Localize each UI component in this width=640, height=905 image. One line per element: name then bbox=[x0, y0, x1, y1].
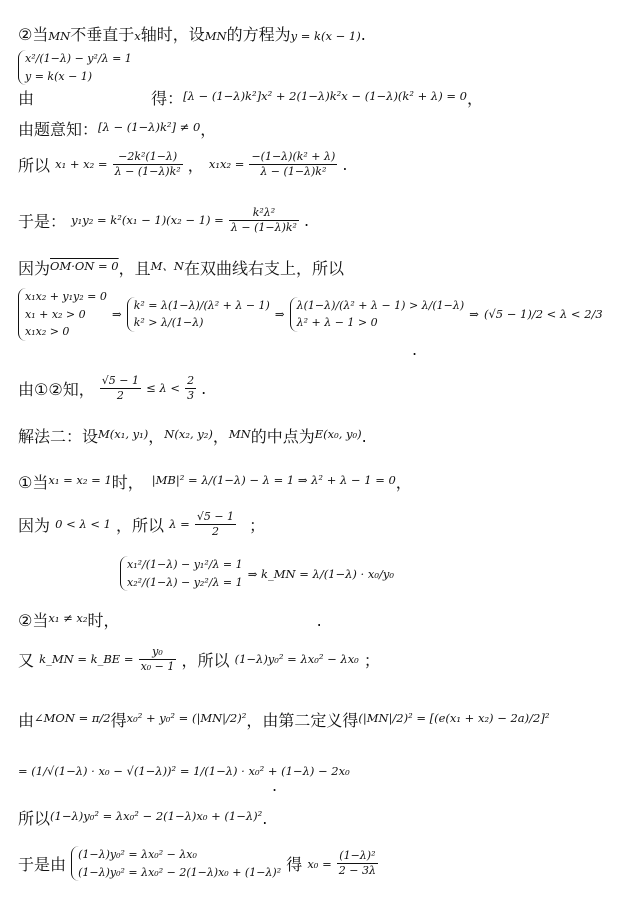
text: 时， bbox=[87, 611, 120, 630]
denominator: x₀ − 1 bbox=[140, 659, 175, 673]
math: λ = bbox=[169, 517, 190, 532]
text: ， bbox=[212, 427, 229, 446]
line-3 bbox=[18, 117, 216, 140]
eq: k² > λ/(1−λ) bbox=[133, 316, 204, 330]
text: 由题意知： bbox=[18, 120, 99, 139]
equation-system bbox=[290, 297, 464, 332]
text: 因为 bbox=[18, 515, 51, 535]
numerator: √5 − 1 bbox=[196, 510, 235, 523]
denominator: 3 bbox=[187, 388, 195, 402]
line-10 bbox=[18, 470, 412, 493]
text: ，且 bbox=[118, 259, 151, 278]
text: ， bbox=[148, 427, 165, 446]
text: ，所以 bbox=[116, 515, 165, 535]
math: N(x₂, y₂) bbox=[164, 427, 213, 441]
numerator: √5 − 1 bbox=[101, 374, 140, 387]
eq: x₁x₂ > 0 bbox=[25, 325, 70, 339]
text: 在双曲线右支上，所以 bbox=[184, 259, 345, 278]
text: 的方程为 bbox=[226, 25, 291, 44]
math: (|MN|/2)² = [(e(x₁ + x₂) − 2a)/2]² bbox=[358, 711, 550, 725]
math: (√5 − 1)/2 < λ < 2/3 bbox=[483, 307, 603, 322]
eq: k² = λ(1−λ)/(λ² + λ − 1) bbox=[133, 298, 270, 312]
text: 得： bbox=[151, 89, 184, 108]
text: 由 bbox=[18, 89, 35, 108]
text: . bbox=[342, 154, 348, 174]
line-14 bbox=[18, 708, 549, 731]
line-11 bbox=[18, 510, 265, 539]
line-2b bbox=[18, 86, 483, 109]
line-17 bbox=[18, 846, 378, 881]
math: x₀² + y₀² = (|MN|/2)² bbox=[126, 711, 247, 725]
fraction bbox=[337, 849, 378, 878]
eq: x₁²/(1−λ) − y₁²/λ = 1 bbox=[127, 558, 243, 571]
text: 由 bbox=[18, 711, 35, 730]
text: . bbox=[201, 378, 207, 398]
line-13 bbox=[18, 645, 380, 674]
text: . bbox=[304, 210, 310, 230]
eq: λ(1−λ)/(λ² + λ − 1) > λ/(1−λ) bbox=[296, 298, 465, 312]
math: M(x₁, y₁) bbox=[98, 427, 149, 441]
text: ， bbox=[200, 120, 217, 139]
equation-system bbox=[18, 50, 132, 85]
text: 因为 bbox=[18, 259, 51, 278]
math: x₁x₂ = bbox=[208, 157, 245, 172]
math: k_MN = k_BE = bbox=[39, 652, 134, 667]
text: 又 bbox=[18, 650, 35, 670]
math: x₁ ≠ x₂ bbox=[48, 611, 88, 625]
text: 得 bbox=[110, 711, 127, 730]
numerator: 2 bbox=[187, 374, 195, 387]
text: 所以 bbox=[18, 809, 51, 828]
math: OM·ON = 0 bbox=[50, 259, 119, 273]
math: ∠MON = π/2 bbox=[34, 711, 111, 725]
math: x₀ = bbox=[307, 856, 332, 871]
text: ， bbox=[187, 155, 204, 175]
equation-system bbox=[120, 556, 243, 591]
math: x₁ = x₂ = 1 bbox=[48, 473, 112, 487]
math: = (1/√(1−λ) · x₀ − √(1−λ))² = 1/(1−λ) · x₀² + (1−λ) − 2x₀ bbox=[18, 764, 350, 778]
text: 所以 bbox=[18, 155, 51, 175]
math: x₁ + x₂ = bbox=[55, 157, 108, 172]
line-1 bbox=[18, 22, 366, 45]
eq: y = k(x − 1) bbox=[25, 69, 93, 83]
numerator: k²λ² bbox=[229, 206, 299, 221]
math: (1−λ)y₀² = λx₀² − λx₀ bbox=[234, 652, 359, 667]
implies: ⇒ bbox=[274, 307, 285, 322]
fraction bbox=[139, 645, 177, 674]
text: ②当 bbox=[18, 25, 49, 44]
implies: ⇒ bbox=[469, 307, 479, 322]
text: 时， bbox=[111, 473, 144, 492]
eq: (1−λ)y₀² = λx₀² − 2(1−λ)x₀ + (1−λ)² bbox=[78, 865, 282, 879]
math: 0 < λ < 1 bbox=[55, 517, 111, 532]
implies: ⇒ bbox=[112, 307, 122, 322]
denominator: 2 − 3λ bbox=[338, 864, 376, 878]
text: 由①②知， bbox=[18, 379, 95, 399]
text: 于是： bbox=[18, 211, 67, 231]
eq: x₂²/(1−λ) − y₂²/λ = 1 bbox=[127, 575, 243, 589]
line-7-end bbox=[412, 340, 417, 359]
eq: x₁x₂ + y₁y₂ = 0 bbox=[25, 290, 107, 303]
math: y = k(x − 1) bbox=[290, 29, 361, 43]
line-5 bbox=[18, 206, 309, 235]
math: ≤ λ < bbox=[146, 381, 180, 396]
eq: (1−λ)y₀² = λx₀² − λx₀ bbox=[78, 848, 197, 861]
math: (1−λ)y₀² = λx₀² − 2(1−λ)x₀ + (1−λ)² bbox=[50, 809, 263, 823]
denominator: 2 bbox=[211, 524, 219, 538]
line-16 bbox=[18, 806, 267, 829]
math: x bbox=[134, 29, 141, 43]
math: |MB|² = λ/(1−λ) − λ = 1 ⇒ λ² + λ − 1 = 0 bbox=[151, 473, 396, 487]
numerator: −2k²(1−λ) bbox=[113, 150, 183, 165]
math: [λ − (1−λ)k²]x² + 2(1−λ)k²x − (1−λ)(k² + λ) = 0 bbox=[183, 89, 467, 103]
text: ①当 bbox=[18, 473, 49, 492]
text: ； bbox=[363, 650, 380, 670]
fraction bbox=[195, 510, 236, 539]
math: y₁y₂ = k²(x₁ − 1)(x₂ − 1) = bbox=[71, 213, 224, 228]
equation-system bbox=[71, 846, 281, 881]
text: 得 bbox=[286, 855, 303, 875]
line-6 bbox=[18, 256, 344, 279]
fraction bbox=[229, 206, 299, 235]
line-12b bbox=[18, 608, 322, 631]
line-2 bbox=[18, 50, 132, 85]
line-8 bbox=[18, 374, 206, 403]
fraction bbox=[249, 150, 337, 179]
eq: x₁ + x₂ > 0 bbox=[25, 307, 86, 321]
text: . bbox=[361, 427, 367, 446]
line-4 bbox=[18, 150, 347, 179]
math: MN bbox=[228, 427, 251, 441]
text: . bbox=[262, 809, 268, 828]
text: ，所以 bbox=[181, 650, 230, 670]
line-15-end bbox=[272, 776, 277, 795]
text: . bbox=[412, 340, 418, 359]
math: M、N bbox=[150, 259, 184, 273]
text: . bbox=[360, 25, 366, 44]
fraction bbox=[113, 150, 183, 179]
denominator: λ − (1−λ)k² bbox=[114, 164, 181, 178]
fraction bbox=[100, 374, 141, 403]
text: ②当 bbox=[18, 611, 49, 630]
math: [λ − (1−λ)k²] ≠ 0 bbox=[98, 120, 201, 134]
line-12 bbox=[18, 556, 394, 591]
line-9 bbox=[18, 424, 367, 447]
text: ， bbox=[466, 89, 483, 108]
text: 轴时，设 bbox=[140, 25, 205, 44]
denominator: 2 bbox=[116, 388, 124, 402]
text: . bbox=[316, 611, 322, 630]
fraction bbox=[185, 374, 196, 403]
text: 的中点为 bbox=[250, 427, 315, 446]
text: . bbox=[272, 776, 278, 795]
text: ； bbox=[249, 515, 266, 535]
numerator: (1−λ)² bbox=[337, 849, 378, 864]
math: MN bbox=[48, 29, 71, 43]
text: 不垂直于 bbox=[70, 25, 135, 44]
line-15 bbox=[18, 760, 350, 779]
line-7 bbox=[18, 288, 603, 341]
math: E(x₀, y₀) bbox=[314, 427, 362, 441]
numerator: −(1−λ)(k² + λ) bbox=[251, 150, 336, 163]
denominator: λ − (1−λ)k² bbox=[230, 220, 297, 234]
equation-system bbox=[127, 297, 270, 332]
eq: λ² + λ − 1 > 0 bbox=[296, 316, 378, 330]
numerator: y₀ bbox=[139, 645, 177, 660]
text: 解法二：设 bbox=[18, 427, 99, 446]
denominator: λ − (1−λ)k² bbox=[260, 164, 327, 178]
eq: x²/(1−λ) − y²/λ = 1 bbox=[25, 52, 132, 65]
math: MN bbox=[204, 29, 227, 43]
text: 于是由 bbox=[18, 855, 67, 875]
equation-system bbox=[18, 288, 107, 341]
text: ，由第二定义得 bbox=[246, 711, 359, 730]
text: ， bbox=[395, 473, 412, 492]
math: ⇒ k_MN = λ/(1−λ) · x₀/y₀ bbox=[247, 566, 394, 581]
